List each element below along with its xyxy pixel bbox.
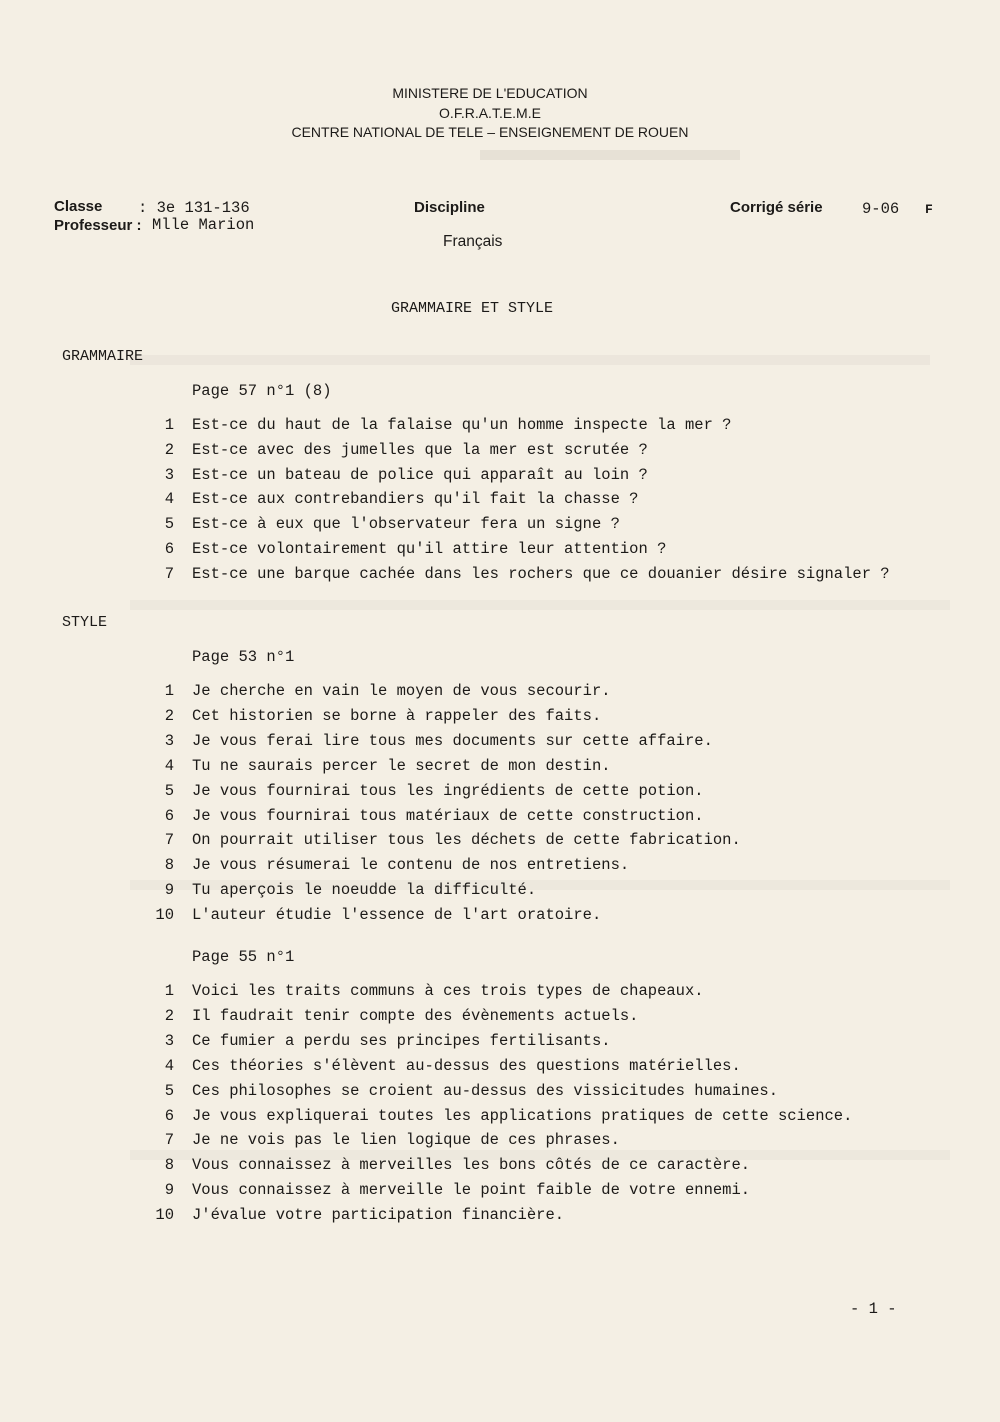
style-53-item-text: On pourrait utiliser tous les déchets de cette fabrication. [192, 831, 741, 850]
style-55-item-text: Vous connaissez à merveilles les bons côtés de ce caractère. [192, 1156, 751, 1175]
style-55-item-number: 3 [164, 1031, 174, 1050]
style-53-item-text: Je vous ferai lire tous mes documents sur cette affaire. [192, 731, 713, 750]
style-55-item-number: 5 [164, 1081, 174, 1100]
grammaire-item-number: 2 [164, 440, 174, 459]
grammaire-item-text: Est-ce aux contrebandiers qu'il fait la chasse ? [192, 490, 639, 509]
style-55-item-text: Ce fumier a perdu ses principes fertilisants. [192, 1031, 611, 1050]
discipline-value: Français [443, 233, 503, 250]
style-55-item-text: Vous connaissez à merveille le point faible de votre ennemi. [192, 1181, 751, 1200]
grammaire-item-number: 3 [164, 465, 174, 484]
professeur-value: Mlle Marion [152, 216, 255, 234]
style-55-item-text: Il faudrait tenir compte des évènements actuels. [192, 1006, 639, 1025]
grammaire-item-number: 6 [164, 540, 174, 558]
organization-acronym: O.F.R.A.T.E.M.E [439, 105, 541, 121]
style-55-item-text: Ces philosophes se croient au-dessus des vissicitudes humaines. [192, 1081, 778, 1100]
grammaire-item-text: Est-ce avec des jumelles que la mer est scrutée ? [192, 440, 648, 459]
style-55-item-number: 7 [164, 1131, 174, 1150]
style-53-item-text: Tu ne saurais percer le secret de mon destin. [192, 756, 611, 775]
style-55-item-number: 8 [164, 1156, 174, 1175]
style-53-item-text: Je vous fournirai tous matériaux de cette construction. [192, 806, 704, 825]
style-55-item-number: 9 [164, 1181, 174, 1200]
style-53-item-number: 2 [164, 706, 174, 725]
style-53-item-text: Je vous résumerai le contenu de nos entretiens. [192, 856, 630, 875]
style-53-item-number: 7 [164, 831, 174, 850]
page-number: - 1 - [850, 1300, 897, 1318]
corrige-value: 9-06 [862, 200, 900, 218]
style-55-item-number: 6 [164, 1106, 174, 1125]
style-55-item-text: J'évalue votre participation financière. [192, 1206, 565, 1225]
discipline-label: Discipline [414, 199, 485, 216]
style-55-item-number: 4 [164, 1056, 174, 1075]
grammaire-item-text: Est-ce un bateau de police qui apparaît au loin ? [192, 465, 648, 484]
style-53-item-number: 9 [164, 881, 174, 900]
style-page-ref-55: Page 55 n°1 [192, 948, 295, 966]
style-53-item-text: Cet historien se borne à rappeler des faits. [192, 706, 602, 725]
style-55-item-text: Ces théories s'élèvent au-dessus des questions matérielles. [192, 1056, 741, 1075]
style-53-item-number: 4 [164, 756, 174, 775]
classe-value: : 3e 131-136 [138, 199, 250, 217]
style-55-item-number: 2 [164, 1006, 174, 1025]
grammaire-item-number: 1 [164, 416, 174, 434]
style-55-item-text: Voici les traits communs à ces trois types de chapeaux. [192, 982, 704, 1000]
corrige-label: Corrigé série [730, 199, 823, 216]
style-53-item-text: L'auteur étudie l'essence de l'art oratoire. [192, 906, 602, 925]
grammaire-item-text: Est-ce volontairement qu'il attire leur attention ? [192, 540, 667, 558]
grammaire-heading: GRAMMAIRE [62, 348, 144, 365]
style-53-item-text: Je vous fournirai tous les ingrédients de cette potion. [192, 781, 704, 800]
grammaire-item-text: Est-ce à eux que l'observateur fera un signe ? [192, 515, 620, 534]
style-53-item-number: 6 [164, 806, 174, 825]
professeur-label: Professeur : [54, 217, 142, 234]
style-55-item-text: Je ne vois pas le lien logique de ces phrases. [192, 1131, 620, 1150]
style-page-ref-53: Page 53 n°1 [192, 648, 295, 666]
style-53-item-text: Je cherche en vain le moyen de vous secourir. [192, 682, 611, 700]
style-heading: STYLE [62, 614, 108, 631]
grammaire-item-number: 5 [164, 515, 174, 534]
style-55-item-number: 1 [164, 982, 174, 1000]
style-53-item-number: 10 [155, 906, 174, 925]
center-name: CENTRE NATIONAL DE TELE – ENSEIGNEMENT DE ROUEN [291, 124, 689, 140]
grammaire-item-text: Est-ce du haut de la falaise qu'un homme inspecte la mer ? [192, 416, 732, 434]
style-53-item-text: Tu aperçois le noeudde la difficulté. [192, 881, 537, 900]
grammaire-item-number: 4 [164, 490, 174, 509]
corrige-suffix: F [925, 202, 933, 217]
style-53-item-number: 3 [164, 731, 174, 750]
style-55-item-number: 10 [155, 1206, 174, 1225]
classe-label: Classe [54, 198, 103, 215]
grammaire-item-text: Est-ce une barque cachée dans les rochers que ce douanier désire signaler ? [192, 564, 890, 583]
style-55-item-text: Je vous expliquerai toutes les applications pratiques de cette science. [192, 1106, 853, 1125]
grammaire-item-number: 7 [164, 564, 174, 583]
style-53-item-number: 8 [164, 856, 174, 875]
grammaire-page-ref: Page 57 n°1 (8) [192, 382, 332, 400]
document-title: GRAMMAIRE ET STYLE [391, 300, 554, 317]
ministry-title: MINISTERE DE L'EDUCATION [392, 85, 588, 101]
style-53-item-number: 1 [164, 682, 174, 700]
style-53-item-number: 5 [164, 781, 174, 800]
